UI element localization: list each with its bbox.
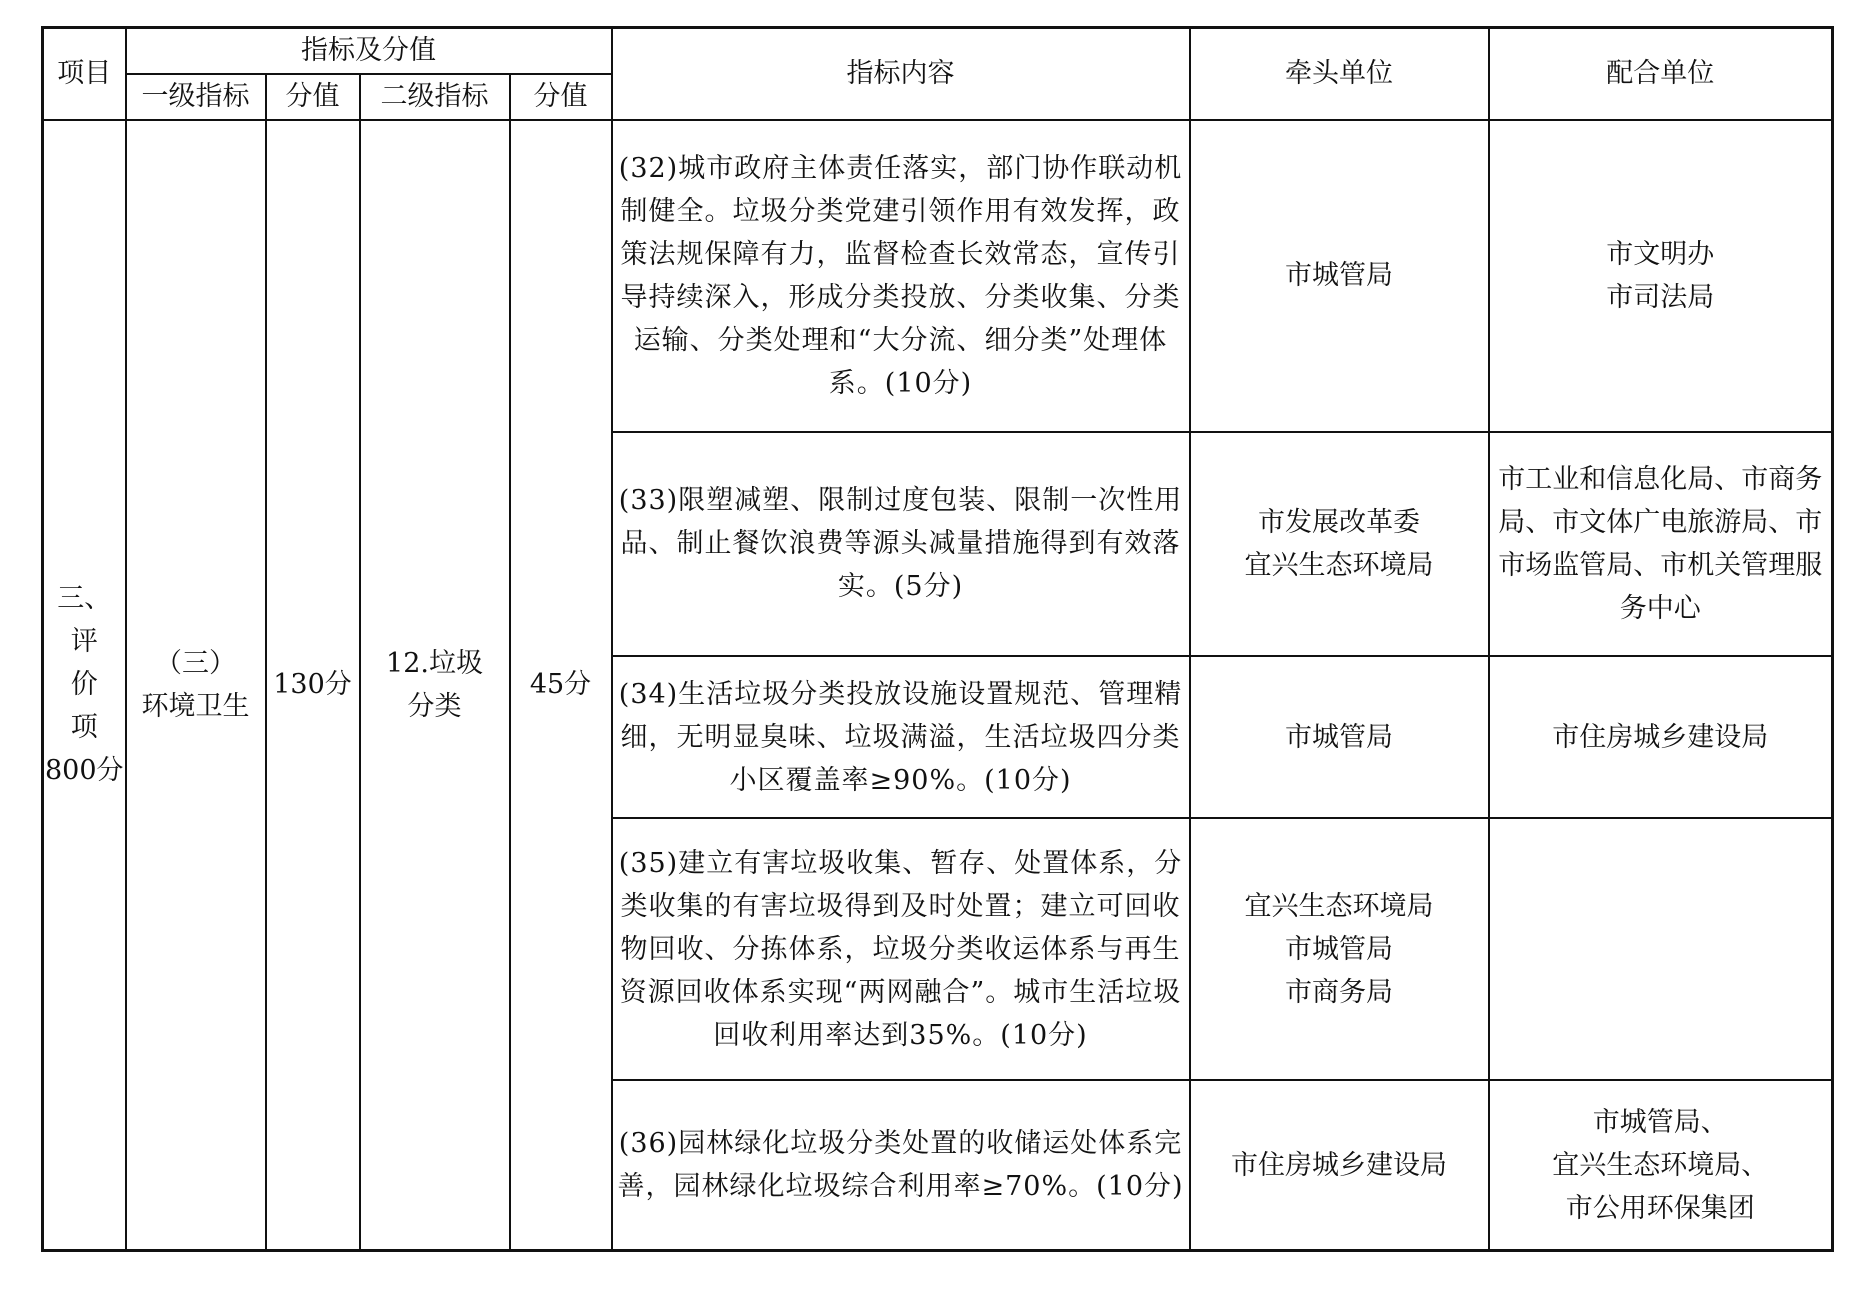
coop-line: 市文明办 <box>1606 238 1715 270</box>
level2-line: 分类 <box>407 690 462 722</box>
lead-cell <box>1190 818 1489 1080</box>
level1-cell <box>126 120 266 1251</box>
lead-line: 市城管局 <box>1285 721 1393 753</box>
project-line: 评 <box>70 626 98 658</box>
score2-cell: 45分 <box>510 120 612 1251</box>
content-cell: (32)城市政府主体责任落实，部门协作联动机制健全。垃圾分类党建引领作用有效发挥，政策法规保障有力，监督检查长效常态，宣传引导持续深入，形成分类投放、分类收集、分类运输、分类处理和“大分流、细分类”处理体系。(10分) <box>612 120 1190 432</box>
header-content: 指标内容 <box>612 28 1190 120</box>
header-level1: 一级指标 <box>126 74 266 120</box>
lead-line: 市城管局 <box>1285 933 1393 965</box>
header-indicator-group: 指标及分值 <box>126 28 612 74</box>
lead-cell <box>1190 656 1489 818</box>
project-line: 项 <box>70 712 98 744</box>
lead-line: 宜兴生态环境局 <box>1244 549 1434 581</box>
lead-line: 市商务局 <box>1285 976 1393 1008</box>
indicator-table <box>41 26 1834 1252</box>
header-level2: 二级指标 <box>360 74 510 120</box>
content-cell: (34)生活垃圾分类投放设施设置规范、管理精细，无明显臭味、垃圾满溢，生活垃圾四分类小区覆盖率≥90%。(10分) <box>612 656 1190 818</box>
level2-line: 12.垃圾 <box>386 647 483 679</box>
lead-cell <box>1190 120 1489 432</box>
project-line: 三、 <box>57 583 112 615</box>
project-cell <box>43 120 126 1251</box>
header-score2: 分值 <box>510 74 612 120</box>
lead-cell <box>1190 432 1489 656</box>
header-coop: 配合单位 <box>1489 28 1833 120</box>
level1-line: （三） <box>155 647 236 679</box>
level2-cell <box>360 120 510 1251</box>
coop-cell <box>1489 818 1833 1080</box>
coop-cell <box>1489 1080 1833 1250</box>
score1-cell: 130分 <box>266 120 360 1251</box>
content-cell: (33)限塑减塑、限制过度包装、限制一次性用品、制止餐饮浪费等源头减量措施得到有效落实。(5分) <box>612 432 1190 656</box>
content-cell: (36)园林绿化垃圾分类处置的收储运处体系完善，园林绿化垃圾综合利用率≥70%。(10分) <box>612 1080 1190 1250</box>
coop-line: 市住房城乡建设局 <box>1552 721 1769 753</box>
project-line: 800分 <box>44 755 124 787</box>
lead-line: 宜兴生态环境局 <box>1244 890 1434 922</box>
project-line: 价 <box>70 669 98 701</box>
coop-line: 市司法局 <box>1606 281 1715 313</box>
header-row-1 <box>43 28 1833 74</box>
coop-cell: 市工业和信息化局、市商务局、市文体广电旅游局、市市场监管局、市机关管理服务中心 <box>1489 432 1833 656</box>
lead-line: 市住房城乡建设局 <box>1231 1149 1447 1181</box>
coop-cell <box>1489 120 1833 432</box>
coop-line: 宜兴生态环境局、 <box>1552 1149 1769 1181</box>
coop-cell <box>1489 656 1833 818</box>
lead-line: 市发展改革委 <box>1258 506 1420 538</box>
level1-line: 环境卫生 <box>141 690 250 722</box>
coop-line: 市公用环保集团 <box>1565 1192 1755 1224</box>
table-row <box>43 120 1833 432</box>
header-score1: 分值 <box>266 74 360 120</box>
header-lead: 牵头单位 <box>1190 28 1489 120</box>
content-cell: (35)建立有害垃圾收集、暂存、处置体系，分类收集的有害垃圾得到及时处置；建立可回收物回收、分拣体系，垃圾分类收运体系与再生资源回收体系实现“两网融合”。城市生活垃圾回收利用率达到35%。(10分) <box>612 818 1190 1080</box>
lead-cell <box>1190 1080 1489 1250</box>
lead-line: 市城管局 <box>1285 260 1393 292</box>
header-project: 项目 <box>43 28 126 120</box>
coop-line: 市城管局、 <box>1592 1106 1728 1138</box>
